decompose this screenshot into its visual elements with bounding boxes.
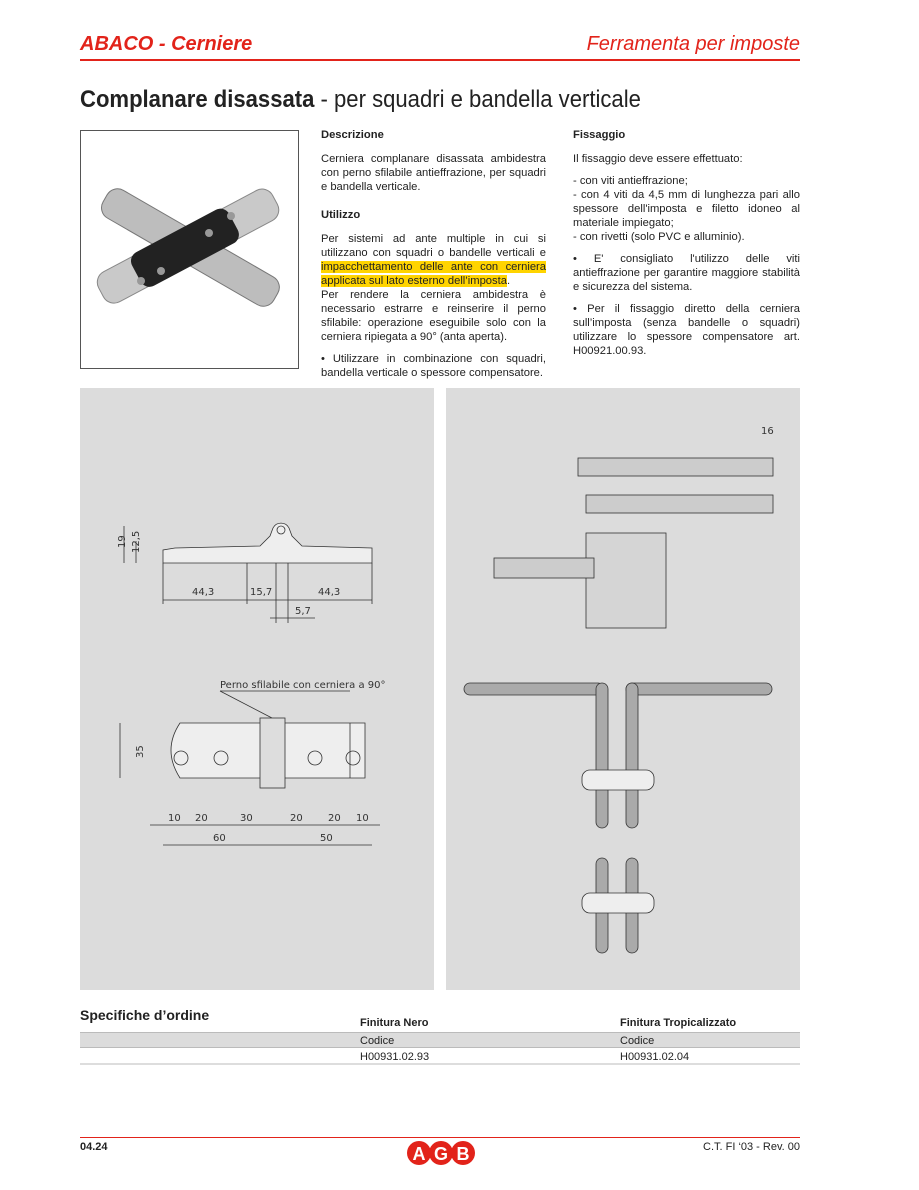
dim-label: 10 [168, 813, 181, 824]
svg-text:G: G [433, 1144, 449, 1164]
svg-text:A: A [412, 1144, 426, 1164]
dim-label: 44,3 [318, 587, 341, 598]
agb-logo [406, 1140, 476, 1171]
descrizione-heading: Descrizione [321, 129, 384, 141]
utilizzo-p2: Per rendere la cerniera ambidestra è necessario estrarre e reinserire il perno sfilabile: operazione eseguibile solo con la cerniera ripiegata a 90° (anta aperta). [321, 289, 546, 343]
descrizione-text: Cerniera complanare disassata ambidestra con perno sfilabile antieffrazione, per squadri e bandella verticale. [321, 153, 546, 193]
callout-label: Perno sfilabile con cerniera a 90° [220, 680, 386, 691]
dim-label: 19 [117, 535, 128, 548]
order-title: Specifiche d’ordine [80, 1007, 210, 1023]
description-column [321, 128, 546, 388]
table-row [80, 1049, 800, 1065]
dim-label: 60 [213, 833, 226, 844]
fissaggio-note: • E' consigliato l'utilizzo delle viti antieffrazione per garantire maggiore stabilità e sicurezza del sistema. [573, 253, 800, 293]
fissaggio-note: • Per il fissaggio diretto della cerniera sull’imposta (senza bandelle o squadri) utilizzare lo spessore compensatore art. H00921.00.93. [573, 303, 800, 357]
dim-label: 30 [240, 813, 253, 824]
dim-label: 16 [761, 426, 774, 437]
dim-label: 35 [135, 745, 146, 758]
fissaggio-column [573, 128, 800, 366]
section-title: ABACO - Cerniere [80, 33, 253, 55]
footer-divider [80, 1137, 800, 1138]
dim-label: 20 [195, 813, 208, 824]
technical-drawing-right [446, 388, 800, 990]
dim-label: 15,7 [250, 587, 273, 598]
code-cell: H00931.02.04 [620, 1051, 690, 1063]
cell: Codice [620, 1035, 655, 1047]
dim-label: 10 [356, 813, 369, 824]
fissaggio-heading: Fissaggio [573, 129, 626, 141]
column-header: Finitura Tropicalizzato [620, 1017, 737, 1029]
fissaggio-item: - con 4 viti da 4,5 mm di lunghezza pari allo spessore dell'imposta e filetto idoneo al materiale impiegato; [573, 189, 800, 229]
column-header: Finitura Nero [360, 1017, 429, 1029]
product-photo [80, 130, 299, 369]
fissaggio-intro: Il fissaggio deve essere effettuato: [573, 153, 743, 165]
cell: Codice [360, 1035, 395, 1047]
dim-label: 12,5 [131, 530, 142, 553]
dim-label: 44,3 [192, 587, 215, 598]
dim-label: 50 [320, 833, 333, 844]
code-cell: H00931.02.93 [360, 1051, 430, 1063]
utilizzo-p1: Per sistemi ad ante multiple in cui si utilizzano con squadri o bandelle verticali e impacchettamento delle ante con cerniera applicata sul lato esterno dell’imposta. [321, 233, 546, 287]
dim-label: 20 [328, 813, 341, 824]
page-title: Complanare disassata - per squadri e bandella verticale [80, 86, 641, 113]
table-row [80, 1032, 800, 1048]
utilizzo-p3: • Utilizzare in combinazione con squadri, bandella verticale o spessore compensatore. [321, 353, 546, 379]
fissaggio-item: - con rivetti (solo PVC e alluminio). [573, 231, 745, 243]
page-number: 04.24 [80, 1141, 108, 1153]
category-title: Ferramenta per imposte [586, 33, 800, 55]
fissaggio-item: - con viti antieffrazione; [573, 175, 688, 187]
dim-label: 20 [290, 813, 303, 824]
revision: C.T. FI ‘03 - Rev. 00 [703, 1141, 800, 1153]
dim-label: 5,7 [295, 606, 311, 617]
technical-drawing-left [80, 388, 434, 990]
svg-text:B: B [456, 1144, 470, 1164]
header-divider [80, 59, 800, 61]
utilizzo-heading: Utilizzo [321, 209, 361, 221]
